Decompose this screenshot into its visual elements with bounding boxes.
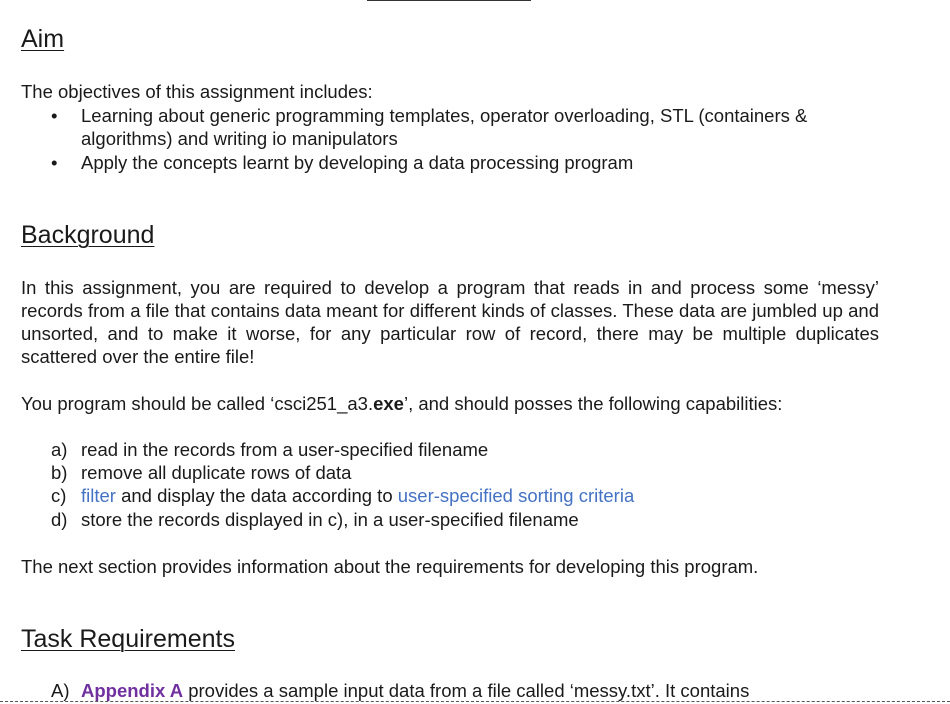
aim-bullet-text: Learning about generic programming templates, operator overloading, STL (containers & algorithms) and writing io manipulators (81, 105, 808, 149)
program-ext: exe (373, 393, 404, 414)
program-suffix: ’, and should posses the following capabilities: (403, 393, 783, 414)
capability-d (51, 508, 579, 531)
capability-b (51, 461, 351, 484)
task-item-text: provides a sample input data from a file called ‘messy.txt’. It contains (183, 680, 750, 701)
program-name-line (21, 392, 782, 415)
aim-intro: The objectives of this assignment includes: (21, 81, 373, 102)
background-heading: Background (21, 221, 155, 249)
capability-text: read in the records from a user-specified filename (81, 439, 489, 460)
bullet-icon: • (51, 152, 58, 173)
aim-bullet-1 (51, 104, 881, 150)
capability-text: remove all duplicate rows of data (81, 462, 352, 483)
appendix-a-link[interactable]: Appendix A (81, 680, 184, 701)
background-paragraph: In this assignment, you are required to develop a program that reads in and process some ‘messy’ records from a file that contains data meant for different kinds of classes. These data are jumbled up and unsorted, and to make it worse, for any particular row of record, there may be multiple duplicates scattered over the entire file! (21, 277, 879, 367)
list-marker: A) (51, 680, 70, 701)
page-break-rule (0, 701, 950, 702)
capability-text: store the records displayed in c), in a user-specified filename (81, 509, 579, 530)
task-requirements-heading: Task Requirements (21, 625, 235, 653)
program-prefix: You program should be called ‘csci251_a3. (21, 393, 374, 414)
filter-link[interactable]: filter (81, 485, 116, 506)
capability-c (51, 484, 634, 507)
list-marker: b) (51, 462, 68, 483)
list-marker: d) (51, 509, 68, 530)
aim-bullet-text: Apply the concepts learnt by developing a data processing program (81, 152, 634, 173)
task-item-a (51, 679, 879, 702)
aim-heading: Aim (21, 25, 65, 53)
list-marker: a) (51, 439, 68, 460)
top-rule (367, 0, 531, 1)
next-section-text: The next section provides information about the requirements for developing this program. (21, 556, 759, 577)
aim-bullet-2 (51, 151, 881, 174)
bullet-icon: • (51, 105, 58, 126)
sorting-criteria-link[interactable]: user-specified sorting criteria (397, 485, 635, 506)
capability-text: and display the data according to (115, 485, 398, 506)
list-marker: c) (51, 485, 67, 506)
capability-a (51, 438, 488, 461)
